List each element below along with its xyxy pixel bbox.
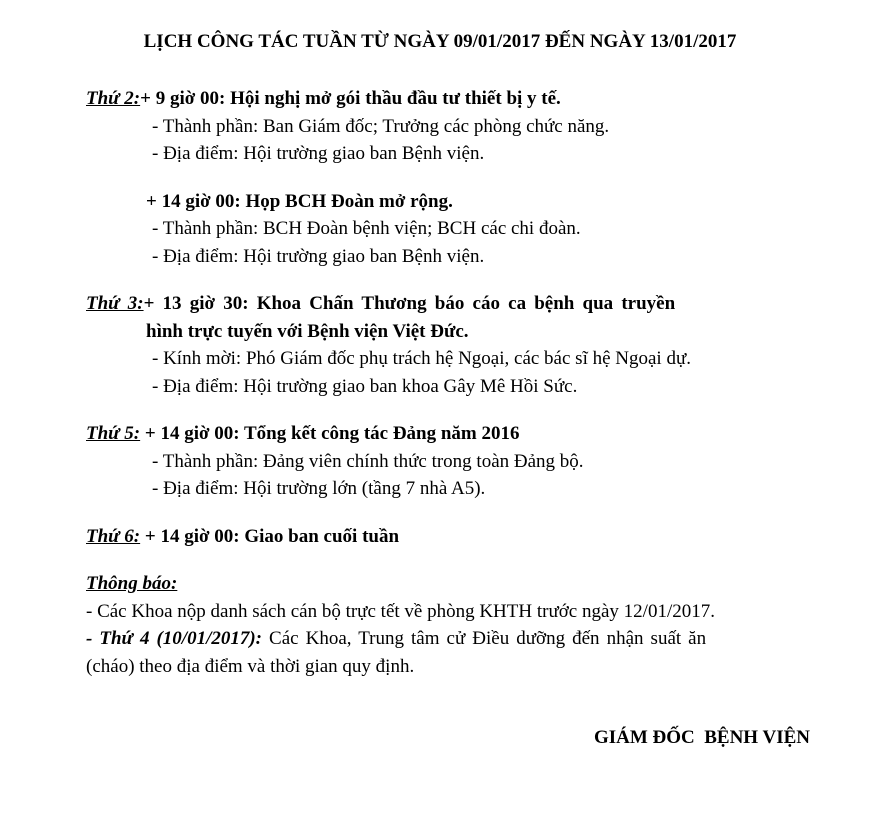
notice-item: [86, 625, 794, 653]
day-section-thu5: [86, 420, 794, 503]
event-detail: - Thành phần: Đảng viên chính thức trong toàn Đảng bộ.: [152, 450, 584, 472]
day-section-thu2: [86, 85, 794, 168]
day-label-thu3: Thứ 3:: [86, 293, 144, 314]
event-heading: + 14 giờ 00: Giao ban cuối tuần: [140, 525, 400, 547]
event-heading: + 13 giờ 30: Khoa Chấn Thương báo cáo ca bệnh qua truyền: [143, 293, 676, 314]
event-detail: - Kính mời: Phó Giám đốc phụ trách hệ Ngoại, các bác sĩ hệ Ngoại dự.: [152, 348, 692, 369]
day-section-thu3: [86, 290, 794, 400]
event-detail: - Địa điểm: Hội trường giao ban Bệnh viện.: [152, 143, 485, 164]
event-detail: - Thành phần: Ban Giám đốc; Trưởng các phòng chức năng.: [152, 115, 610, 137]
event-heading: + 9 giờ 00: Hội nghị mở gói thầu đầu tư thiết bị y tế.: [140, 88, 561, 109]
day-heading-line: [86, 85, 794, 113]
event-heading: + 14 giờ 00: Họp BCH Đoàn mở rộng.: [146, 190, 453, 212]
day-label-thu5: Thứ 5:: [86, 423, 141, 444]
day-heading-line: [86, 420, 794, 448]
notice-item-continuation: (cháo) theo địa điểm và thời gian quy định.: [86, 655, 415, 677]
notice-label: Thông báo:: [86, 573, 178, 594]
event-detail: - Địa điểm: Hội trường giao ban khoa Gây Mê Hồi Sức.: [152, 375, 578, 397]
event-heading-continuation: hình trực tuyến với Bệnh viện Việt Đức.: [146, 320, 469, 342]
document-title: LỊCH CÔNG TÁC TUẦN TỪ NGÀY 09/01/2017 ĐẾN NGÀY 13/01/2017: [143, 31, 737, 52]
event-detail: - Thành phần: BCH Đoàn bệnh viện; BCH các chi đoàn.: [152, 218, 581, 239]
day-label-thu2: Thứ 2:: [86, 88, 141, 109]
day-label-thu6: Thứ 6:: [86, 525, 141, 547]
event-heading-line: [86, 188, 794, 216]
event-section-thu2-afternoon: [86, 188, 794, 271]
event-detail: - Địa điểm: Hội trường giao ban Bệnh viện.: [152, 245, 485, 267]
signature-title: GIÁM ĐỐC BỆNH VIỆN: [593, 727, 810, 748]
event-detail: - Địa điểm: Hội trường lớn (tầng 7 nhà A5).: [152, 478, 486, 499]
notice-text: Các Khoa, Trung tâm cử Điều dưỡng đến nhận suất ăn: [262, 628, 707, 649]
notice-lead: - Thứ 4 (10/01/2017):: [86, 628, 263, 649]
day-heading-line: [86, 523, 794, 551]
notices-section: [86, 570, 794, 680]
day-section-thu6: [86, 523, 794, 551]
notice-item: - Các Khoa nộp danh sách cán bộ trực tết về phòng KHTH trước ngày 12/01/2017.: [86, 600, 715, 622]
event-heading: + 14 giờ 00: Tổng kết công tác Đảng năm 2016: [140, 423, 520, 444]
notice-label-line: [86, 570, 794, 598]
day-heading-line: [86, 290, 794, 318]
